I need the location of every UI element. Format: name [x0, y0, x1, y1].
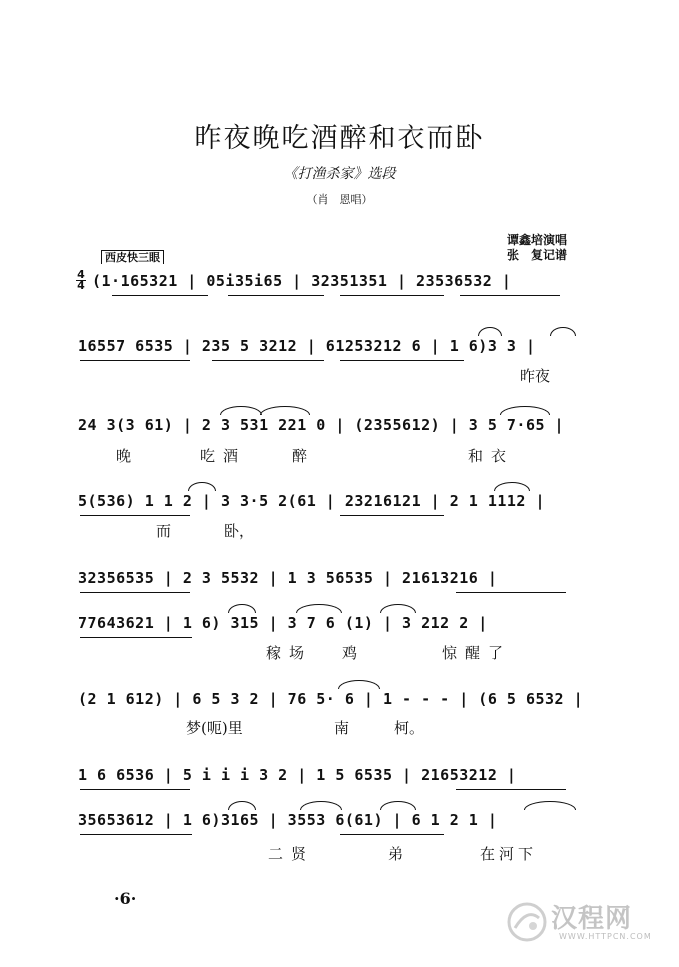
watermark [505, 896, 665, 948]
watermark-url: WWW.HTTPCN.COM [559, 932, 652, 941]
tempo-marking: 西皮快三眼 [101, 250, 164, 264]
page-number: ·6· [114, 889, 137, 908]
lyric-word: 柯。 [394, 719, 425, 737]
lyric-line-3 [78, 521, 590, 541]
score-line-2: 16557 6535 | 235 5 3212 | 61253212 6 | 1 6)3 3 | [78, 337, 536, 355]
time-signature [76, 270, 86, 291]
lyric-word: 而 [156, 522, 172, 540]
score-line-3: 24 3(3 61) | 2 3 531 221 0 | (2355612) | 3 5 7·65 | [78, 416, 565, 434]
lyric-line-2 [78, 446, 590, 466]
lyric-word: 昨夜 [520, 367, 551, 385]
score-line-9: 35653612 | 1 6)3165 | 3553 6(61) | 6 1 2 1 | [78, 811, 498, 829]
score-line-7: (2 1 612) | 6 5 3 2 | 76 5· 6 | 1 - - - | (6 5 6532 | [78, 690, 584, 708]
time-signature-top: 4 [77, 268, 85, 281]
lyric-word: 醉 [292, 447, 308, 465]
lyric-word: 晚 [116, 447, 132, 465]
lyric-word: 和衣 [468, 447, 515, 465]
lyric-word: 稼场 [266, 644, 313, 662]
score-line-4: 5(536) 1 1 2 | 3 3·5 2(61 | 23216121 | 2 1 1112 | [78, 492, 546, 510]
score-line-1: (1·165321 | 05i35i65 | 32351351 | 23536532 | [92, 272, 512, 290]
lyric-word: 在河下 [480, 845, 538, 863]
lyric-word: 惊醒了 [442, 644, 512, 662]
watermark-text: 汉程网 [551, 904, 633, 934]
lyric-word: 梦(呃)里 [186, 719, 243, 737]
lyric-line-4 [78, 643, 590, 663]
lyric-word: 卧， [224, 522, 255, 540]
lyric-line-6 [78, 844, 590, 864]
lyric-line-1 [78, 366, 590, 386]
transcriber-credit: 张 复记谱 [507, 248, 568, 262]
time-signature-bottom: 4 [77, 279, 85, 292]
singer-note: （肖 恩唱） [306, 193, 373, 206]
score-line-6: 77643621 | 1 6) 315 | 3 7 6 (1) | 3 212 2 | [78, 614, 488, 632]
lyric-word: 弟 [388, 845, 404, 863]
watermark-logo-icon [505, 900, 549, 944]
lyric-word: 吃酒 [200, 447, 247, 465]
performer-credit: 谭鑫培演唱 [507, 233, 568, 247]
score-line-8: 1 6 6536 | 5 i i i 3 2 | 1 5 6535 | 21653212 | [78, 766, 517, 784]
score-line-5: 32356535 | 2 3 5532 | 1 3 56535 | 21613216 | [78, 569, 498, 587]
lyric-word: 鸡 [342, 644, 358, 662]
subtitle: 《打渔杀家》选段 [283, 166, 396, 182]
page-title: 昨夜晚吃酒醉和衣而卧 [194, 123, 485, 154]
lyric-line-5 [78, 718, 590, 738]
lyric-word: 南 [334, 719, 350, 737]
lyric-word: 二贤 [268, 845, 315, 863]
